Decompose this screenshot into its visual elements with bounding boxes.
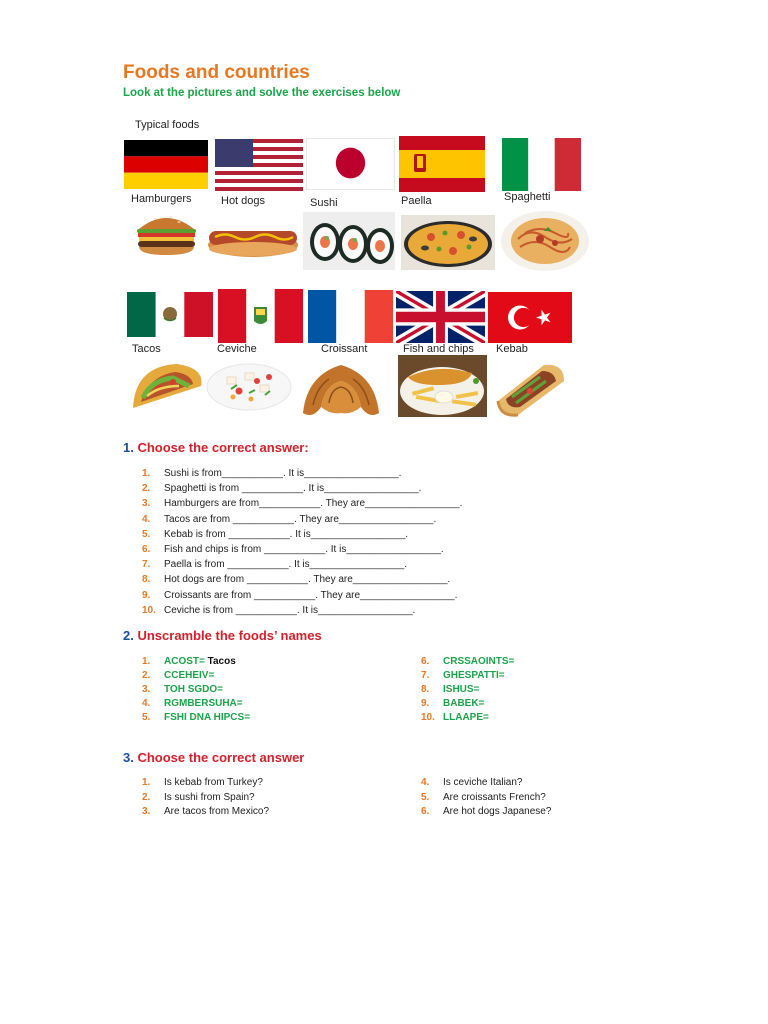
usa-flag xyxy=(215,139,303,191)
mexico-flag xyxy=(127,292,213,337)
scramble-item: 7. GHESPATTI= xyxy=(421,670,505,681)
food-label-tacos: Tacos xyxy=(132,343,161,355)
scramble-item: 8. ISHUS= xyxy=(421,684,480,695)
spaghetti-image xyxy=(500,209,591,272)
section1-item: 6. Fish and chips is from ___________. It is_________________. xyxy=(142,543,444,555)
france-flag xyxy=(308,290,393,343)
food-label-kebab: Kebab xyxy=(496,343,528,355)
scramble-item: 6. CRSSAOINTS= xyxy=(421,656,515,667)
scramble-item: 9. BABEK= xyxy=(421,698,485,709)
food-label-hot-dogs: Hot dogs xyxy=(221,195,266,207)
section2-number: 2. xyxy=(123,628,134,643)
turkey-flag xyxy=(488,292,572,343)
section1-item: 2. Spaghetti is from ___________. It is_________________. xyxy=(142,483,422,495)
section1-title: Choose the correct answer: xyxy=(137,440,309,455)
scramble-item: 4. RGMBERSUHA= xyxy=(142,698,243,709)
scramble-item: 1. ACOST= Tacos xyxy=(142,656,236,667)
question-item: 2. Is sushi from Spain? xyxy=(142,791,255,803)
croissant-image xyxy=(299,355,383,425)
page-title: Foods and countries xyxy=(123,62,310,83)
japan-flag xyxy=(306,138,395,190)
section3-heading xyxy=(123,750,304,765)
kebab-image xyxy=(494,357,568,419)
section3-title: Choose the correct answer xyxy=(137,750,305,765)
section2-left-list xyxy=(142,655,250,725)
section2-heading xyxy=(123,628,322,643)
food-label-fish-and-chips: Fish and chips xyxy=(403,343,474,355)
sushi-image xyxy=(303,212,395,270)
scramble-item: 10. LLAAPE= xyxy=(421,712,489,723)
question-item: 5. Are croissants French? xyxy=(421,791,546,803)
section1-item: 7. Paella is from ___________. It is_________________. xyxy=(142,559,407,571)
scramble-item: 2. CCEHEIV= xyxy=(142,670,215,681)
section1-item: 1. Sushi is from___________. It is_________________. xyxy=(142,468,402,479)
page-subtitle: Look at the pictures and solve the exercises below xyxy=(123,87,401,99)
question-item: 1. Is kebab from Turkey? xyxy=(142,777,263,788)
food-label-paella: Paella xyxy=(401,195,432,207)
ceviche-image xyxy=(205,359,293,413)
germany-flag xyxy=(124,140,208,189)
section2-right-list xyxy=(421,655,514,725)
section2-title: Unscramble the foods’ names xyxy=(137,628,322,643)
food-label-croissant: Croissant xyxy=(321,343,368,355)
section1-number: 1. xyxy=(123,440,134,455)
question-item: 3. Are tacos from Mexico? xyxy=(142,806,270,817)
hot-dog-image xyxy=(205,219,301,259)
food-label-ceviche: Ceviche xyxy=(217,343,257,355)
paella-image xyxy=(401,215,495,270)
italy-flag xyxy=(502,138,581,191)
section3-left-list xyxy=(142,776,269,820)
section1-item: 10. Ceviche is from ___________. It is_________________. xyxy=(142,604,416,616)
fish-and-chips-image xyxy=(398,355,487,417)
scramble-item: 5. FSHI DNA HIPCS= xyxy=(142,712,251,723)
hamburger-image xyxy=(133,209,200,257)
food-label-hamburgers: Hamburgers xyxy=(131,193,192,205)
section1-item: 8. Hot dogs are from ___________. They are_________________. xyxy=(142,574,451,586)
question-item: 6. Are hot dogs Japanese? xyxy=(421,806,552,817)
section1-item: 9. Croissants are from ___________. They are_________________. xyxy=(142,589,458,601)
typical-foods-label: Typical foods xyxy=(135,119,200,131)
section3-right-list xyxy=(421,776,551,820)
taco-image xyxy=(129,358,205,416)
peru-flag xyxy=(218,289,303,343)
spain-flag xyxy=(399,136,485,192)
question-item: 4. Is ceviche Italian? xyxy=(421,777,523,788)
uk-flag xyxy=(396,291,485,343)
food-label-sushi: Sushi xyxy=(310,197,338,209)
section1-item: 5. Kebab is from ___________. It is_________________. xyxy=(142,528,409,540)
scramble-item: 3. TOH SGDO= xyxy=(142,684,223,695)
section1-heading xyxy=(123,440,309,455)
section1-item: 3. Hamburgers are from___________. They are_________________. xyxy=(142,498,463,510)
food-label-spaghetti: Spaghetti xyxy=(504,191,551,203)
section1-list xyxy=(142,466,462,618)
section1-item: 4. Tacos are from ___________. They are_________________. xyxy=(142,513,437,525)
section3-number: 3. xyxy=(123,750,134,765)
